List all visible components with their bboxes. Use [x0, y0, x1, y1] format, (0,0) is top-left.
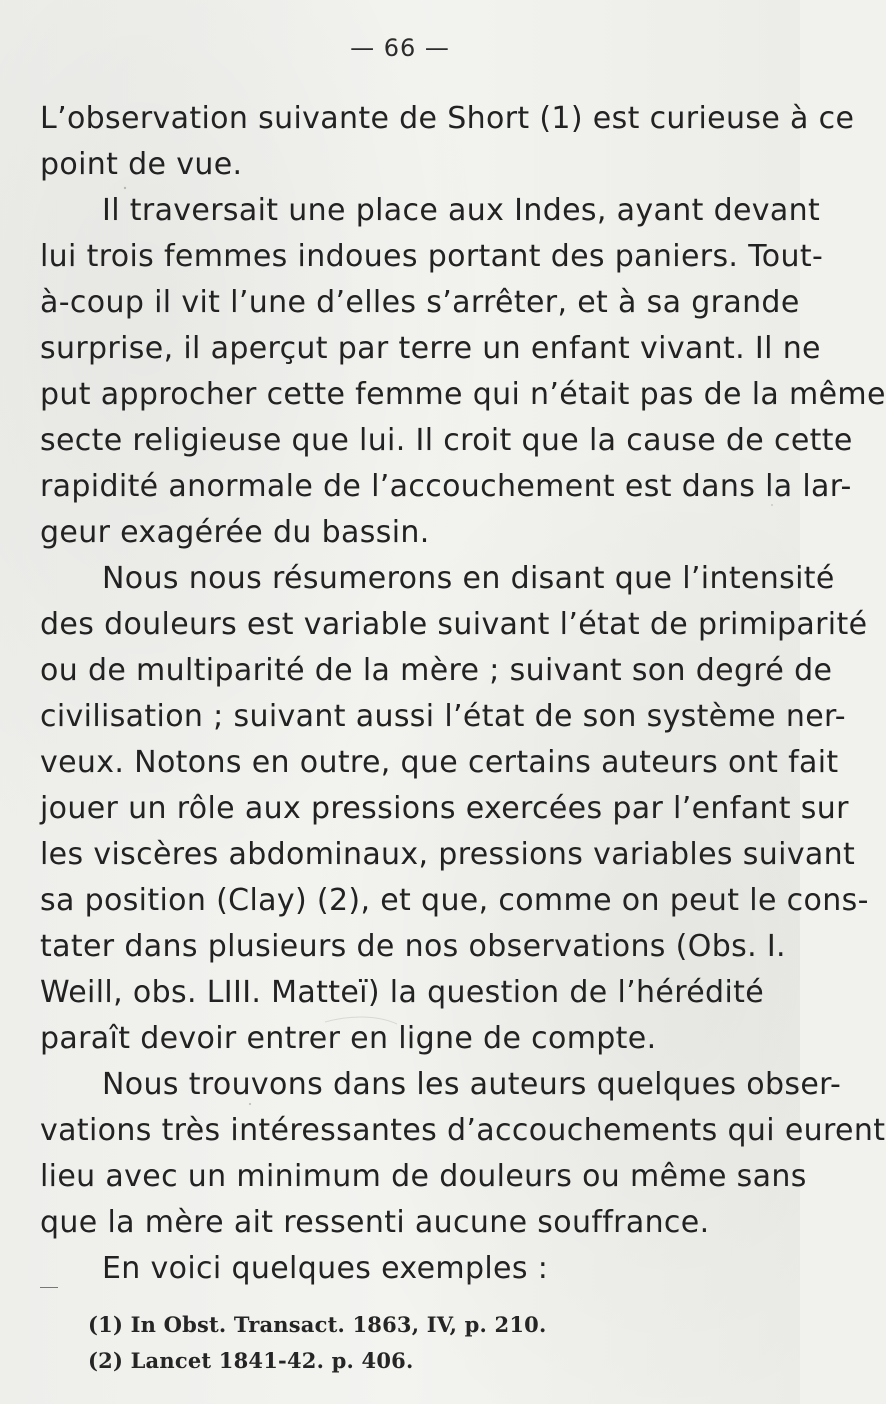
text-line: lieu avec un minimum de douleurs ou même sans [40, 1159, 807, 1194]
text-line: point de vue. [40, 147, 243, 182]
text-line: paraît devoir entrer en ligne de compte. [40, 1021, 657, 1056]
text-line: à-coup il vit l’une d’elles s’arrêter, et à sa grande [40, 285, 800, 320]
text-line: jouer un rôle aux pressions exercées par l’enfant sur [40, 791, 849, 826]
text-line: civilisation ; suivant aussi l’état de son système ner- [40, 699, 846, 734]
text-line: secte religieuse que lui. Il croit que la cause de cette [40, 423, 853, 458]
text-line: que la mère ait ressenti aucune souffrance. [40, 1205, 710, 1240]
paragraph-start-line: Il traversait une place aux Indes, ayant devant [102, 193, 821, 228]
footnote-1: (1) In Obst. Transact. 1863, IV, p. 210. [88, 1312, 547, 1337]
footnote-separator [40, 1287, 58, 1288]
text-line: vations très intéressantes d’accouchements qui eurent [40, 1113, 886, 1148]
page-number: — 66 — [350, 34, 450, 62]
text-line: les viscères abdominaux, pressions variables suivant [40, 837, 856, 872]
footnote-2: (2) Lancet 1841-42. p. 406. [88, 1348, 414, 1373]
footnotes [88, 1307, 547, 1379]
text-line: Weill, obs. LIII. Matteï) la question de l’hérédité [40, 975, 765, 1010]
paragraph-start-line: En voici quelques exemples : [102, 1251, 549, 1286]
text-line: veux. Notons en outre, que certains auteurs ont fait [40, 745, 839, 780]
paragraph-start-line: Nous nous résumerons en disant que l’intensité [102, 561, 835, 596]
text-line: surprise, il aperçut par terre un enfant vivant. Il ne [40, 331, 821, 366]
text-line: L’observation suivante de Short (1) est curieuse à ce [40, 101, 855, 136]
text-line: ou de multiparité de la mère ; suivant son degré de [40, 653, 833, 688]
text-line: lui trois femmes indoues portant des paniers. Tout- [40, 239, 824, 274]
text-line: rapidité anormale de l’accouchement est dans la lar- [40, 469, 852, 504]
text-line: geur exagérée du bassin. [40, 515, 430, 550]
text-line: put approcher cette femme qui n’était pas de la même [40, 377, 886, 412]
text-line: sa position (Clay) (2), et que, comme on peut le cons- [40, 883, 869, 918]
text-line: des douleurs est variable suivant l’état de primiparité [40, 607, 868, 642]
paragraph-start-line: Nous trouvons dans les auteurs quelques obser- [102, 1067, 842, 1102]
text-line: tater dans plusieurs de nos observations (Obs. I. [40, 929, 786, 964]
main-text [40, 96, 886, 1292]
